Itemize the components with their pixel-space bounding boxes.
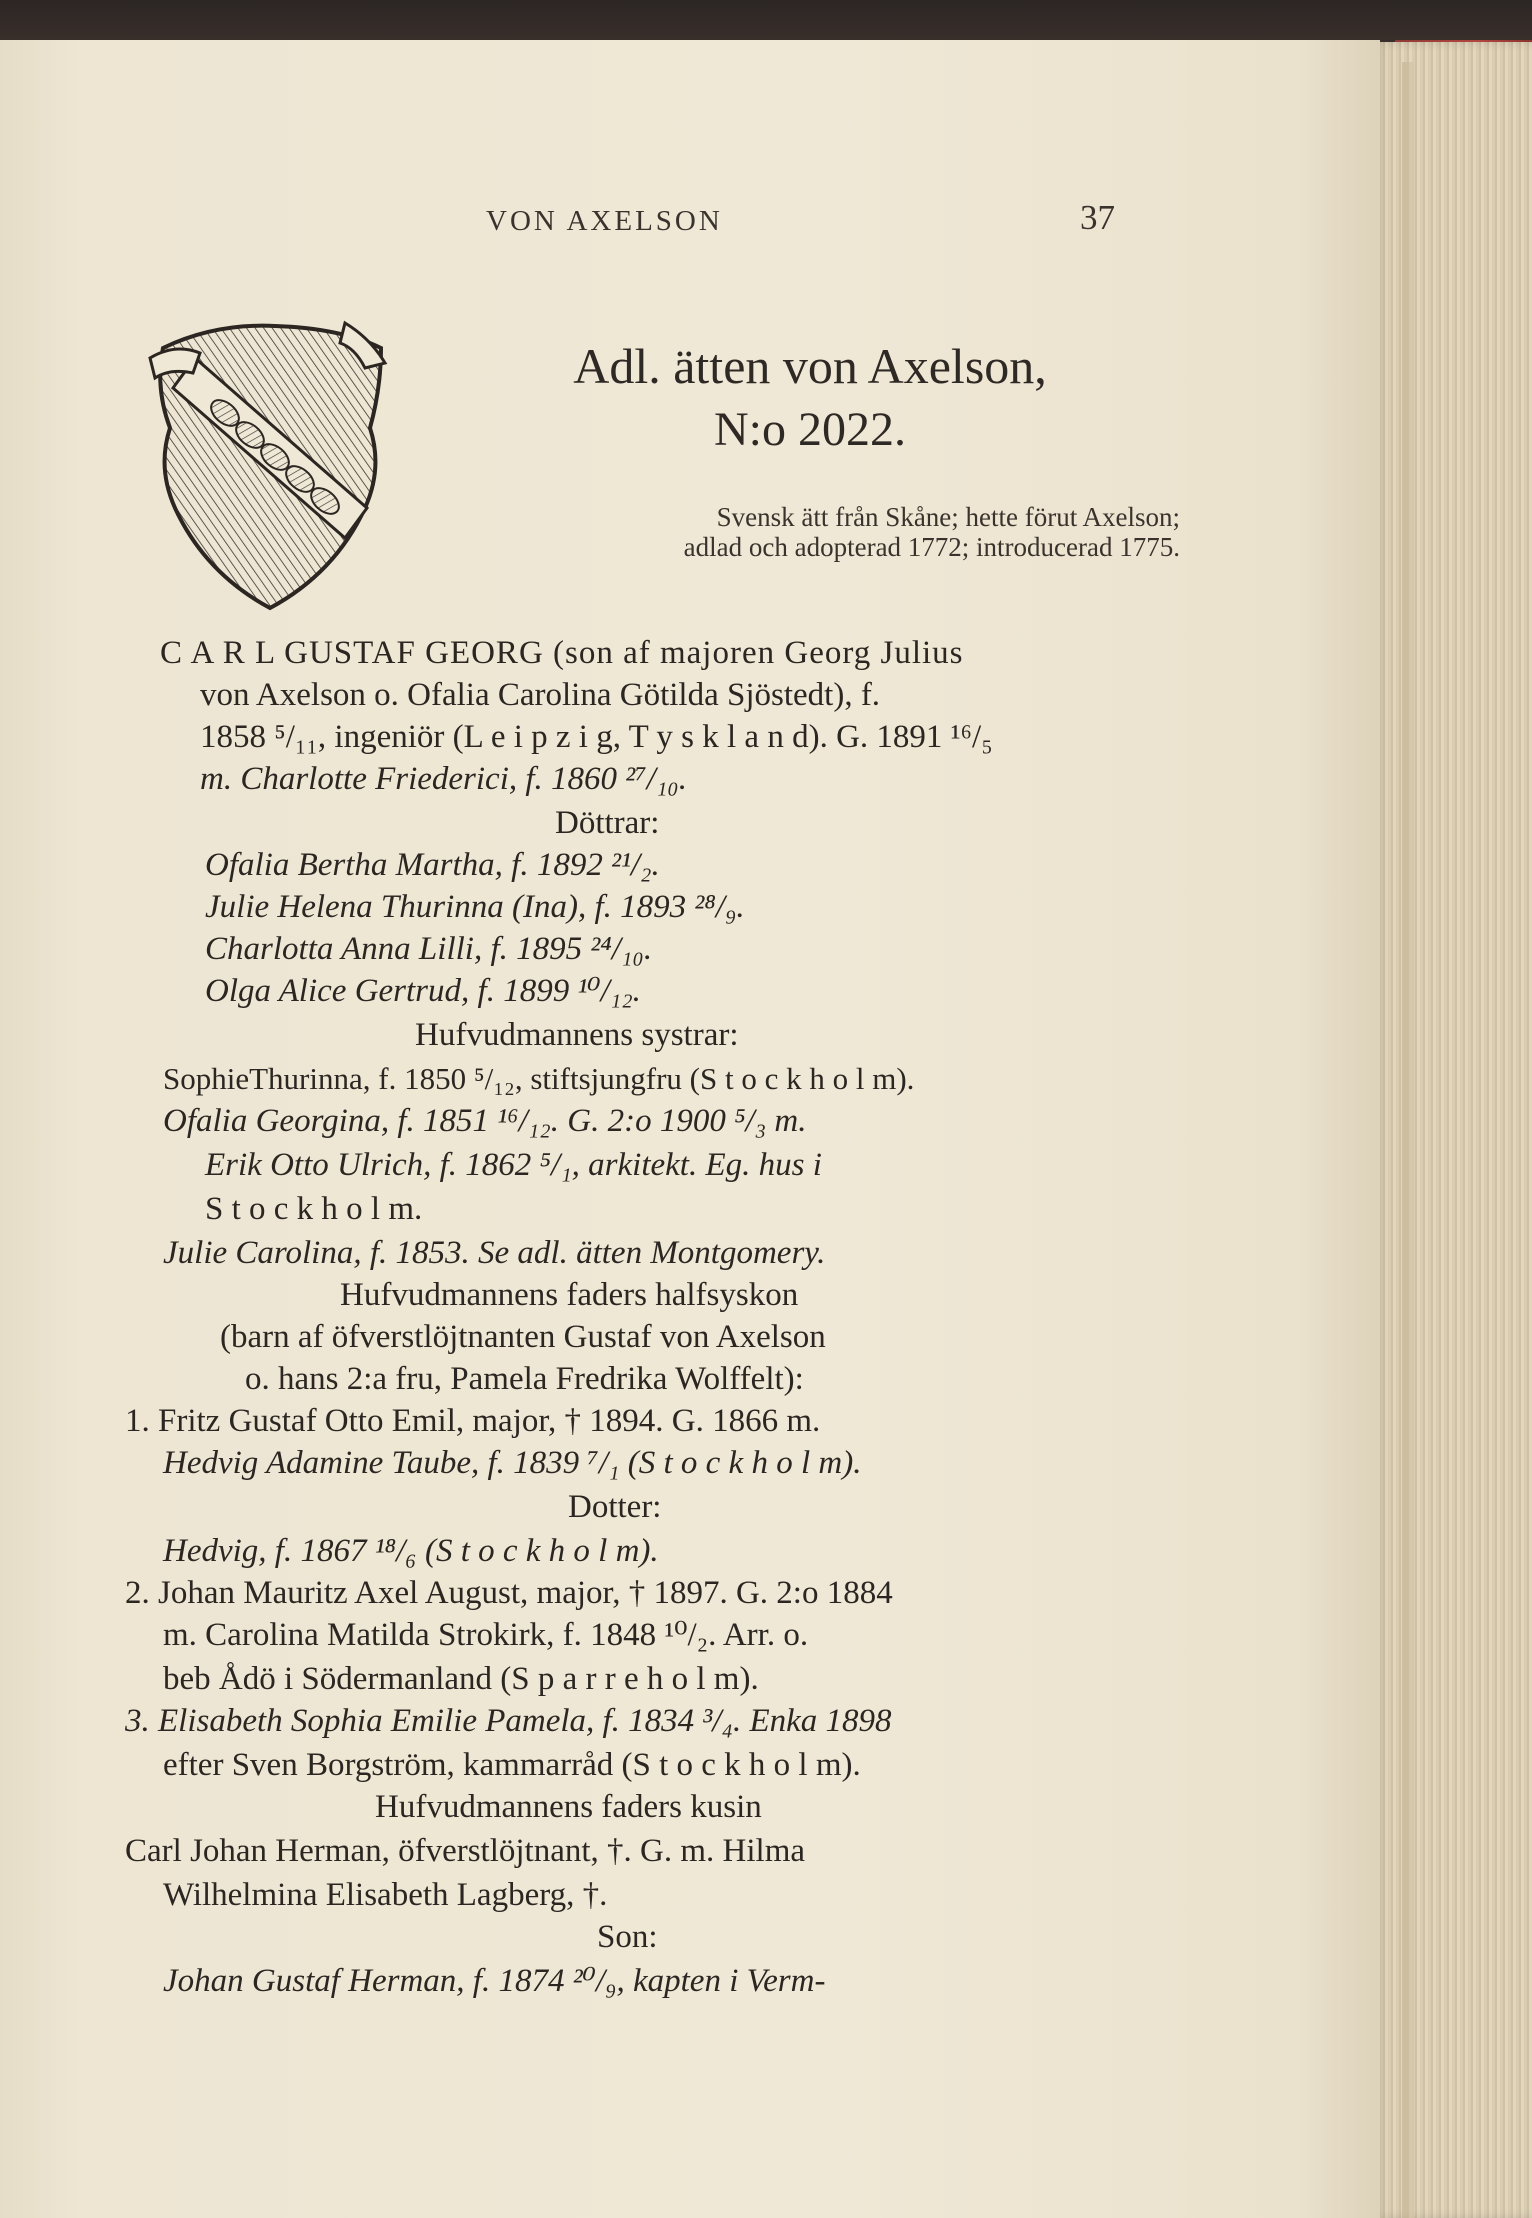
- text-line: Hedvig, f. 1867 ¹⁸/₆ (S t o c k h o l m).: [163, 1533, 659, 1569]
- section-heading: Son:: [597, 1919, 658, 1955]
- text-line: 1858 ⁵/₁₁, ingeniör (L e i p z i g, T y s k l a n d). G. 1891 ¹⁶/₅: [200, 719, 993, 755]
- text-line: m. Carolina Matilda Strokirk, f. 1848 ¹⁰/₂. Arr. o.: [163, 1617, 809, 1653]
- text-line: von Axelson o. Ofalia Carolina Götilda Sjöstedt), f.: [200, 677, 881, 713]
- text-line: Erik Otto Ulrich, f. 1862 ⁵/₁, arkitekt. Eg. hus i: [205, 1147, 822, 1183]
- text-line: (barn af öfverstlöjtnanten Gustaf von Axelson: [220, 1319, 826, 1355]
- text-line: Carl Johan Herman, öfverstlöjtnant, †. G. m. Hilma: [125, 1833, 806, 1869]
- text-line: Charlotta Anna Lilli, f. 1895 ²⁴/₁₀.: [205, 931, 653, 967]
- text-line: SophieThurinna, f. 1850 ⁵/₁₂, stiftsjungfru (S t o c k h o l m).: [163, 1061, 915, 1096]
- running-head: VON AXELSON: [486, 205, 723, 237]
- section-heading: Hufvudmannens systrar:: [415, 1017, 739, 1053]
- text-line: 1. Fritz Gustaf Otto Emil, major, † 1894. G. 1866 m.: [125, 1403, 821, 1439]
- section-heading: Hufvudmannens faders kusin: [375, 1789, 762, 1825]
- section-heading: Hufvudmannens faders halfsyskon: [340, 1277, 799, 1313]
- text-line: Julie Helena Thurinna (Ina), f. 1893 ²⁸/₉.: [205, 889, 745, 925]
- text-line: beb Ådö i Södermanland (S p a r r e h o l m).: [163, 1661, 759, 1697]
- origin-note: [420, 502, 1180, 562]
- text-line: 2. Johan Mauritz Axel August, major, † 1897. G. 2:o 1884: [125, 1575, 893, 1611]
- family-title: Adl. ätten von Axelson,: [573, 338, 1047, 394]
- text-line: m. Charlotte Friederici, f. 1860 ²⁷/₁₀.: [200, 761, 688, 797]
- section-heading: Dotter:: [568, 1489, 662, 1525]
- origin-line-2: adlad och adopterad 1772; introducerad 1775.: [683, 532, 1180, 562]
- text-line: 3. Elisabeth Sophia Emilie Pamela, f. 1834 ³/₄. Enka 1898: [125, 1703, 892, 1739]
- section-heading: Döttrar:: [555, 805, 660, 841]
- page-edges: [1372, 42, 1532, 2218]
- family-number: N:o 2022.: [714, 403, 906, 456]
- text-line: Olga Alice Gertrud, f. 1899 ¹⁰/₁₂.: [205, 973, 641, 1009]
- text-line: Ofalia Bertha Martha, f. 1892 ²¹/₂.: [205, 847, 660, 883]
- text-line: efter Sven Borgström, kammarråd (S t o c k h o l m).: [163, 1747, 861, 1783]
- text-line: Ofalia Georgina, f. 1851 ¹⁶/₁₂. G. 2:o 1900 ⁵/₃ m.: [163, 1103, 807, 1139]
- text-line: o. hans 2:a fru, Pamela Fredrika Wolffelt):: [245, 1361, 804, 1397]
- text-line: Wilhelmina Elisabeth Lagberg, †.: [163, 1877, 608, 1913]
- text-line: C A R L GUSTAF GEORG (son af majoren Georg Julius: [160, 635, 964, 671]
- text-line: Hedvig Adamine Taube, f. 1839 ⁷/₁ (S t o c k h o l m).: [163, 1445, 862, 1481]
- page-number: 37: [1080, 198, 1115, 237]
- text-line: S t o c k h o l m.: [205, 1191, 423, 1227]
- text-line: Julie Carolina, f. 1853. Se adl. ätten Montgomery.: [163, 1235, 826, 1271]
- coat-of-arms-icon: [145, 318, 395, 618]
- text-line: Johan Gustaf Herman, f. 1874 ²⁰/₉, kapten i Verm-: [163, 1963, 826, 1999]
- origin-line-1: Svensk ätt från Skåne; hette förut Axelson;: [716, 502, 1180, 532]
